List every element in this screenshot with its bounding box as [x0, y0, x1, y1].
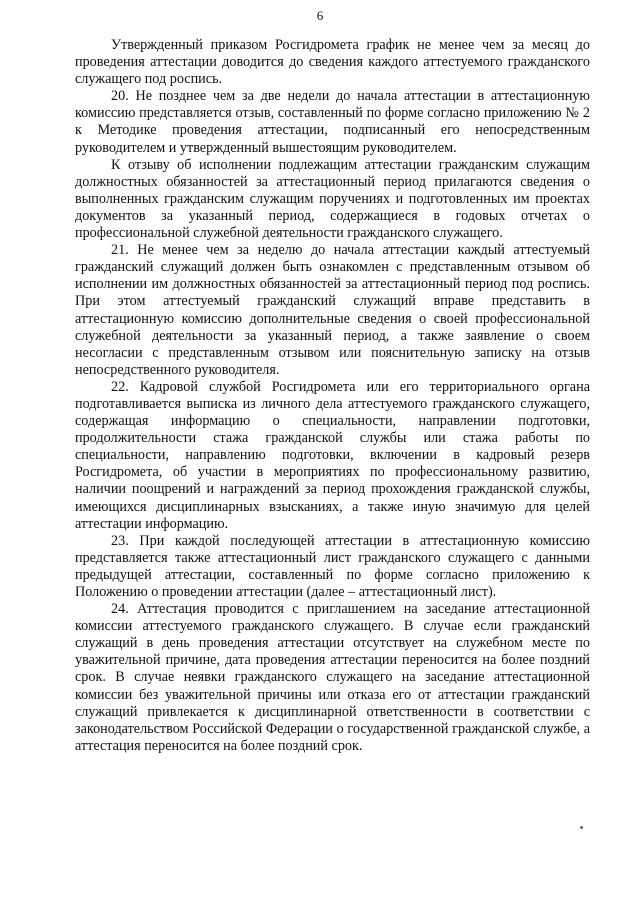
- paragraph-schedule-notice: Утвержденный приказом Росгидромета график не менее чем за месяц до проведения аттестации доводится до сведения каждого аттестуемого гражданского служащего под роспись.: [75, 37, 590, 88]
- page-number: 6: [316, 8, 324, 23]
- paragraph-22-personnel-extract: 22. Кадровой службой Росгидромета или его территориального органа подготавливается выписка из личного дела аттестуемого гражданского служащего, содержащая информацию о специальности, направлении подготовки, продолжительности стажа гражданской службы или стажа работы по специальности, направлению подготовки, включении в кадровый резерв Росгидромета, об участии в мероприятиях по профессиональному развитию, наличии поощрений и награждений за период прохождения гражданской службы, имеющихся дисциплинарных взысканиях, а также иную значимую для целей аттестации информацию.: [75, 378, 590, 532]
- scan-speck: [580, 826, 583, 829]
- paragraph-23-attestation-sheet: 23. При каждой последующей аттестации в аттестационную комиссию представляется также аттестационный лист гражданского служащего с данными предыдущей аттестации, составленный по форме согласно приложению к Положению о проведении аттестации (далее – аттестационный лист).: [75, 532, 590, 600]
- paragraph-review-attachments: К отзыву об исполнении подлежащим аттестации гражданским служащим должностных обязанностей за аттестационный период прилагаются сведения о выполненных гражданским служащим поручениях и подготовленных им проектах документов за указанный период, содержащиеся в годовых отчетах о профессиональной служебной деятельности гражданского служащего.: [75, 156, 590, 242]
- paragraph-20-review: 20. Не позднее чем за две недели до начала аттестации в аттестационную комиссию представляется отзыв, составленный по форме согласно приложению № 2 к Методике проведения аттестации, подписанный его непосредственным руководителем и утвержденный вышестоящим руководителем.: [75, 88, 590, 156]
- paragraph-24-attestation-procedure: 24. Аттестация проводится с приглашением на заседание аттестационной комиссии аттестуемого гражданского служащего. В случае если гражданский служащий в день проведения аттестации отсутствует на служебном месте по уважительной причине, дата проведения аттестации переносится на более поздний срок. В случае неявки гражданского служащего на заседание аттестационной комиссии без уважительной причины или отказа его от аттестации гражданский служащий привлекается к дисциплинарной ответственности в соответствии с законодательством Российской Федерации о государственной гражданской службе, а аттестация переносится на более поздний срок.: [75, 601, 590, 754]
- paragraph-21-familiarization: 21. Не менее чем за неделю до начала аттестации каждый аттестуемый гражданский служащий должен быть ознакомлен с представленным отзывом об исполнении им должностных обязанностей за аттестационный период под роспись. При этом аттестуемый гражданский служащий вправе представить в аттестационную комиссию дополнительные сведения о своей профессиональной служебной деятельности за указанный период, а также заявление о своем несогласии с представленным отзывом или пояснительную записку на отзыв непосредственного руководителя.: [75, 242, 590, 378]
- document-body: [75, 37, 590, 755]
